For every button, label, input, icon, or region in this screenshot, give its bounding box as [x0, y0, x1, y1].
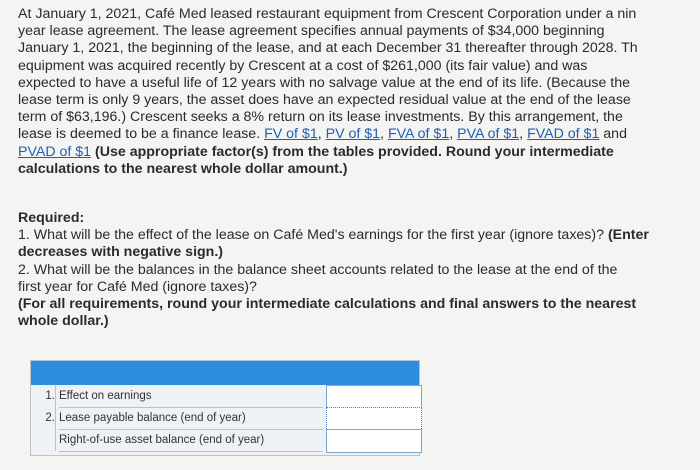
- row-label: Effect on earnings: [59, 385, 323, 408]
- rounding-note-1: (For all requirements, round your intermediate calculations and final answers to the nearest: [18, 296, 637, 313]
- question-2-line-2: first year for Café Med (ignore taxes)?: [18, 278, 257, 295]
- question-1-instruction-2: decreases with negative sign.): [18, 244, 224, 261]
- problem-line: year lease agreement. The lease agreement specifies annual payments of $34,000 beginning: [18, 23, 605, 40]
- problem-line: expected to have a useful life of 12 years with no salvage value at the end of its life. (Because the: [18, 74, 631, 91]
- fva-table-link[interactable]: FVA of $1: [387, 126, 450, 143]
- link-separator: ,: [449, 126, 458, 143]
- problem-line: January 1, 2021, the beginning of the lease, and at each December 31 thereafter through 2028. Th: [18, 40, 638, 57]
- fv-table-link[interactable]: FV of $1: [264, 126, 318, 143]
- question-1-instruction: (Enter: [604, 227, 649, 244]
- answer-table: [30, 360, 420, 456]
- problem-line: term of $63,196.) Crescent seeks a 8% return on its lease investments. By this arrangement, the: [18, 109, 623, 126]
- instruction-text: calculations to the nearest whole dollar amount.): [18, 160, 348, 177]
- problem-line: lease term is only 9 years, the asset does have an expected residual value at the end of the lease: [18, 92, 631, 109]
- table-row: [31, 407, 419, 429]
- table-row: [31, 385, 419, 407]
- rounding-note-2: whole dollar.): [18, 313, 109, 330]
- row-label: Right-of-use asset balance (end of year): [59, 429, 323, 452]
- problem-line: At January 1, 2021, Café Med leased restaurant equipment from Crescent Corporation under a nin: [18, 6, 637, 22]
- row-number: 2.: [31, 407, 56, 429]
- instruction-text: (Use appropriate factor(s) from the tables provided. Round your intermediate: [91, 143, 614, 160]
- and-text: and: [599, 126, 627, 143]
- link-separator: ,: [317, 126, 326, 143]
- required-heading: Required:: [18, 210, 85, 226]
- link-separator: ,: [519, 126, 528, 143]
- row-label: Lease payable balance (end of year): [59, 407, 323, 430]
- problem-line-links: [18, 126, 696, 143]
- answer-table-header: [31, 361, 419, 385]
- row-number: 1.: [31, 385, 56, 407]
- effect-on-earnings-input[interactable]: [326, 385, 422, 409]
- pvad-table-link[interactable]: PVAD of $1: [18, 143, 92, 160]
- problem-line-text: lease is deemed to be a finance lease.: [18, 126, 265, 143]
- problem-line-links-2: [18, 144, 696, 161]
- problem-text: [18, 6, 696, 178]
- pv-table-link[interactable]: PV of $1: [325, 126, 381, 143]
- question-1: [18, 227, 698, 244]
- problem-line: equipment was acquired recently by Crescent at a cost of $261,000 (its fair value) and was: [18, 57, 588, 74]
- lease-payable-input[interactable]: [326, 407, 422, 431]
- pva-table-link[interactable]: PVA of $1: [457, 126, 520, 143]
- fvad-table-link[interactable]: FVAD of $1: [527, 126, 600, 143]
- table-row: [31, 429, 419, 451]
- question-2-line-1: 2. What will be the balances in the balance sheet accounts related to the lease at the end of the: [18, 261, 618, 278]
- question-1-text: 1. What will be the effect of the lease on Café Med's earnings for the first year (ignore taxes)?: [18, 227, 605, 244]
- right-of-use-asset-input[interactable]: [326, 429, 422, 453]
- link-separator: ,: [380, 126, 388, 143]
- required-section: [18, 210, 698, 330]
- row-number: [31, 429, 56, 451]
